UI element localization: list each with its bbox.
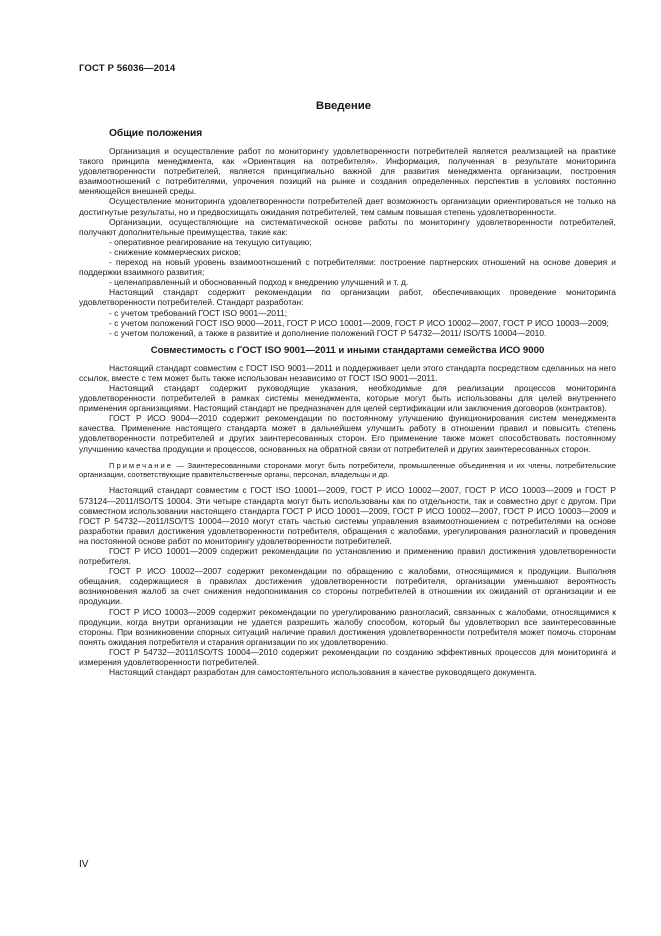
note-text: — Заинтересованными сторонами могут быть потребители, промышленные объединения и их члены, потребительские организации, соответствующие правительственные органы, персонал, владельцы и др. bbox=[79, 460, 616, 480]
paragraph: Организации, осуществляющие на систематической основе работы по мониторингу удовлетворенности потребителей, получают дополнительные преимущества, такие как: bbox=[79, 216, 616, 237]
paragraph: ГОСТ Р 54732—2011/ISO/TS 10004—2010 содержит рекомендации по созданию эффективных процессов для мониторинга и измерения удовлетворенности потребителей. bbox=[79, 646, 616, 668]
note-label: Примечание bbox=[109, 460, 173, 470]
paragraph: Настоящий стандарт содержит рекомендации по организации работ, обеспечивающих проведение мониторинга удовлетворенности потребителей. Стандарт разработан: bbox=[79, 287, 616, 308]
paragraph: Настоящий стандарт разработан для самостоятельного использования в качестве руководящего документа. bbox=[109, 667, 537, 678]
paragraph: Настоящий стандарт совместим с ГОСТ ISO 9001—2011 и поддерживает цели этого стандарта посредством сделанных на него ссылок, вместе с тем может быть также использован независимо от ГОСТ ISO 9001—2011. bbox=[79, 362, 616, 383]
list-item: - переход на новый уровень взаимоотношений с потребителями: построение партнерских отношений на основе доверия и поддержки взаимного развития; bbox=[79, 257, 616, 278]
document-code-header: ГОСТ Р 56036—2014 bbox=[79, 63, 176, 74]
list-item: - с учетом положений, а также в развитие и дополнение положений ГОСТ Р 54732—2011/ ISO/TS 10004—2010. bbox=[109, 327, 547, 338]
page-title: Введение bbox=[315, 100, 372, 112]
paragraph: ГОСТ Р ИСО 10001—2009 содержит рекомендации по установлению и применению правил достижения удовлетворенности потребителя. bbox=[79, 546, 616, 567]
page-body bbox=[79, 127, 616, 677]
list-item: - с учетом требований ГОСТ ISO 9001—2011; bbox=[109, 307, 288, 318]
section-heading-compatibility: Совместимость с ГОСТ ISO 9001—2011 и иными стандартами семейства ИСО 9000 bbox=[150, 344, 545, 356]
paragraph: Организация и осуществление работ по мониторингу удовлетворенности потребителей является реализацией на практике такого принципа менеджмента, как «Ориентация на потребителя». Информация, полученная в результате мониторинга удовлетворенности потребителей, является принципиально важной для развития менеджмента организации, построения взаимоотношений с потребителями, упрочения позиций на рынке и создания определенных перспектив в условиях постоянно меняющейся внешней среды. bbox=[79, 146, 616, 197]
note bbox=[79, 461, 616, 480]
section-heading-general: Общие положения bbox=[109, 128, 203, 139]
list-item: - оперативное реагирование на текущую ситуацию; bbox=[109, 236, 312, 247]
paragraph: Настоящий стандарт совместим с ГОСТ ISO 10001—2009, ГОСТ Р ИСО 10002—2007, ГОСТ Р ИСО 10003—2009 и ГОСТ Р 573124—2011/ISO/TS 10004. Эти четыре стандарта могут быть использованы как по отдельности, так и совместно друг с другом. При совместном использовании настоящего стандарта ГОСТ Р ИСО 10001—2009, ГОСТ Р ИСО 10002—2007, ГОСТ Р ИСО 10003—2009 и ГОСТ Р 54732—2011/ISO/TS 10004—2010 могут стать частью системы управления взаимоотношением с потребителями на основе разработки правил достижения удовлетворенности потребителя, обращения с жалобами, урегулирования разногласий и проведения на постоянной основе работ по мониторингу удовлетворенности потребителей. bbox=[79, 485, 616, 546]
paragraph: ГОСТ Р ИСО 9004—2010 содержит рекомендации по постоянному улучшению функционирования систем менеджмента качества. Применение настоящего стандарта может в дальнейшем улучшить работу в отношении правил и повысить степень удовлетворенности потребителей и других заинтересованных сторон. Его применение также может способствовать постоянному улучшению качества продукции и процессов, основанных на обратной связи от потребителей и других заинтересованных сторон. bbox=[79, 413, 616, 454]
list-item: - снижение коммерческих рисков; bbox=[109, 246, 241, 257]
paragraph: Настоящий стандарт содержит руководящие указания, необходимые для реализации процессов мониторинга удовлетворенности потребителей в рамках системы менеджмента, которые могут быть использованы для целей внутреннего применения организациями. Настоящий стандарт не предназначен для целей сертификации или заключения договоров (контрактов). bbox=[79, 382, 616, 414]
paragraph: ГОСТ Р ИСО 10003—2009 содержит рекомендации по урегулированию разногласий, связанных с жалобами, относящимися к продукции, когда внутри организации не удается разрешить жалобу способом, который бы удовлетворил все заинтересованные стороны. При возникновении спорных ситуаций наличие правил достижения удовлетворенности потребителя может помочь сторонам понять ожидания потребителя и старания организации по их удовлетворению. bbox=[79, 606, 616, 647]
paragraph: Осуществление мониторинга удовлетворенности потребителей дает возможность организации ориентироваться не только на достигнутые результаты, но и предвосхищать ожидания потребителей, тем самым повышая степень удовлетворенности. bbox=[79, 196, 616, 217]
list-item: - с учетом положений ГОСТ ISO 9000—2011, ГОСТ Р ИСО 10001—2009, ГОСТ Р ИСО 10002—2007, ГОСТ Р ИСО 10003—2009; bbox=[109, 317, 609, 328]
paragraph: ГОСТ Р ИСО 10002—2007 содержит рекомендации по обращению с жалобами, относящимися к продукции. Выполняя обещания, содержащиеся в правилах достижения удовлетворенности потребителя, организации уменьшают вероятность возникновения жалоб за счет снижения недопонимания со стороны потребителей в отношении их ожиданий от организации и ее продукции. bbox=[79, 566, 616, 607]
list-item: - целенаправленный и обоснованный подход к внедрению улучшений и т. д. bbox=[109, 277, 409, 288]
page-number: IV bbox=[79, 859, 89, 870]
